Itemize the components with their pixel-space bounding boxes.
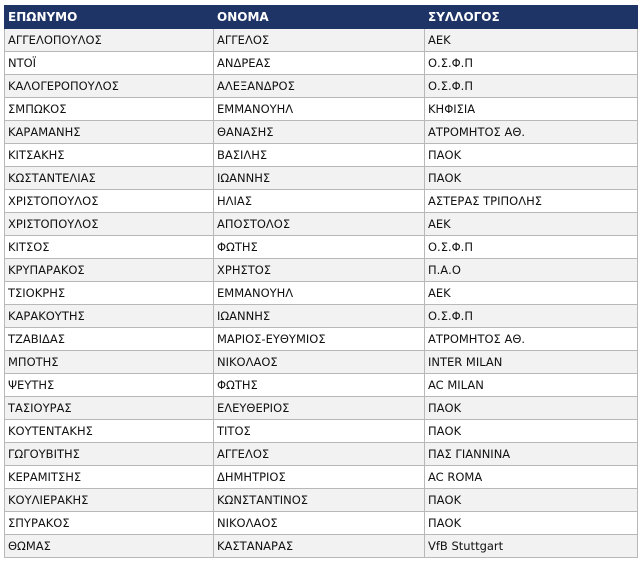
club-cell: AC ROMA xyxy=(425,466,638,489)
table-row xyxy=(5,351,638,374)
first-name-cell: ΝΙΚΟΛΑΟΣ xyxy=(214,512,425,535)
surname-cell: ΓΩΓΟΥΒΙΤΗΣ xyxy=(5,443,214,466)
surname-cell: ΨΕΥΤΗΣ xyxy=(5,374,214,397)
club-cell: INTER MILAN xyxy=(425,351,638,374)
table-row xyxy=(5,466,638,489)
club-cell: Ο.Σ.Φ.Π xyxy=(425,236,638,259)
table-row xyxy=(5,489,638,512)
surname-cell: ΤΣΙΟΚΡΗΣ xyxy=(5,282,214,305)
surname-cell: ΜΠΟΤΗΣ xyxy=(5,351,214,374)
table-row xyxy=(5,374,638,397)
surname-cell: ΚΙΤΣΑΚΗΣ xyxy=(5,144,214,167)
club-cell: VfB Stuttgart xyxy=(425,535,638,558)
club-cell: ΠΑΟΚ xyxy=(425,144,638,167)
first-name-cell: ΧΡΗΣΤΟΣ xyxy=(214,259,425,282)
table-row xyxy=(5,121,638,144)
surname-cell: ΚΑΡΑΚΟΥΤΗΣ xyxy=(5,305,214,328)
surname-cell: ΚΙΤΣΟΣ xyxy=(5,236,214,259)
column-header-club: ΣΥΛΛΟΓΟΣ xyxy=(425,6,638,29)
table-header xyxy=(5,6,638,29)
table-row xyxy=(5,144,638,167)
surname-cell: ΧΡΙΣΤΟΠΟΥΛΟΣ xyxy=(5,213,214,236)
first-name-cell: ΕΛΕΥΘΕΡΙΟΣ xyxy=(214,397,425,420)
table-row xyxy=(5,259,638,282)
first-name-cell: ΚΑΣΤΑΝΑΡΑΣ xyxy=(214,535,425,558)
first-name-cell: ΙΩΑΝΝΗΣ xyxy=(214,305,425,328)
first-name-cell: ΤΙΤΟΣ xyxy=(214,420,425,443)
surname-cell: ΚΟΥΛΙΕΡΑΚΗΣ xyxy=(5,489,214,512)
first-name-cell: ΜΑΡΙΟΣ-ΕΥΘΥΜΙΟΣ xyxy=(214,328,425,351)
surname-cell: ΚΑΡΑΜΑΝΗΣ xyxy=(5,121,214,144)
table-row xyxy=(5,443,638,466)
club-cell: ΑΤΡΟΜΗΤΟΣ ΑΘ. xyxy=(425,121,638,144)
surname-cell: ΑΓΓΕΛΟΠΟΥΛΟΣ xyxy=(5,29,214,52)
table-row xyxy=(5,535,638,558)
surname-cell: ΣΠΥΡΑΚΟΣ xyxy=(5,512,214,535)
first-name-cell: ΑΓΓΕΛΟΣ xyxy=(214,29,425,52)
table-row xyxy=(5,397,638,420)
club-cell: ΠΑΟΚ xyxy=(425,167,638,190)
header-row xyxy=(5,6,638,29)
table-row xyxy=(5,75,638,98)
club-cell: ΠΑΟΚ xyxy=(425,397,638,420)
column-header-first-name: ΟΝΟΜΑ xyxy=(214,6,425,29)
surname-cell: ΘΩΜΑΣ xyxy=(5,535,214,558)
first-name-cell: ΕΜΜΑΝΟΥΗΛ xyxy=(214,282,425,305)
club-cell: ΑΕΚ xyxy=(425,282,638,305)
surname-cell: ΚΡΥΠΑΡΑΚΟΣ xyxy=(5,259,214,282)
club-cell: Π.Α.Ο xyxy=(425,259,638,282)
column-header-surname: ΕΠΩΝΥΜΟ xyxy=(5,6,214,29)
first-name-cell: ΕΜΜΑΝΟΥΗΛ xyxy=(214,98,425,121)
surname-cell: ΤΑΣΙΟΥΡΑΣ xyxy=(5,397,214,420)
club-cell: AC MILAN xyxy=(425,374,638,397)
club-cell: ΑΕΚ xyxy=(425,29,638,52)
club-cell: ΠΑΟΚ xyxy=(425,489,638,512)
club-cell: ΠΑΟΚ xyxy=(425,512,638,535)
surname-cell: ΤΖΑΒΙΔΑΣ xyxy=(5,328,214,351)
first-name-cell: ΔΗΜΗΤΡΙΟΣ xyxy=(214,466,425,489)
table-row xyxy=(5,305,638,328)
surname-cell: ΚΟΥΤΕΝΤΑΚΗΣ xyxy=(5,420,214,443)
first-name-cell: ΙΩΑΝΝΗΣ xyxy=(214,167,425,190)
table-row xyxy=(5,512,638,535)
surname-cell: ΧΡΙΣΤΟΠΟΥΛΟΣ xyxy=(5,190,214,213)
club-cell: Ο.Σ.Φ.Π xyxy=(425,305,638,328)
players-table xyxy=(4,5,638,558)
surname-cell: ΚΩΣΤΑΝΤΕΛΙΑΣ xyxy=(5,167,214,190)
table-row xyxy=(5,98,638,121)
table-row xyxy=(5,167,638,190)
club-cell: Ο.Σ.Φ.Π xyxy=(425,52,638,75)
club-cell: ΑΤΡΟΜΗΤΟΣ ΑΘ. xyxy=(425,328,638,351)
club-cell: ΑΣΤΕΡΑΣ ΤΡΙΠΟΛΗΣ xyxy=(425,190,638,213)
first-name-cell: ΝΙΚΟΛΑΟΣ xyxy=(214,351,425,374)
first-name-cell: ΑΠΟΣΤΟΛΟΣ xyxy=(214,213,425,236)
table-body xyxy=(5,29,638,558)
table-row xyxy=(5,52,638,75)
table-row xyxy=(5,236,638,259)
surname-cell: ΝΤΟΪ xyxy=(5,52,214,75)
club-cell: ΑΕΚ xyxy=(425,213,638,236)
first-name-cell: ΑΓΓΕΛΟΣ xyxy=(214,443,425,466)
first-name-cell: ΘΑΝΑΣΗΣ xyxy=(214,121,425,144)
table-row xyxy=(5,190,638,213)
first-name-cell: ΑΝΔΡΕΑΣ xyxy=(214,52,425,75)
club-cell: ΚΗΦΙΣΙΑ xyxy=(425,98,638,121)
table-row xyxy=(5,282,638,305)
club-cell: ΠΑΟΚ xyxy=(425,420,638,443)
first-name-cell: ΗΛΙΑΣ xyxy=(214,190,425,213)
surname-cell: ΚΑΛΟΓΕΡΟΠΟΥΛΟΣ xyxy=(5,75,214,98)
table-row xyxy=(5,29,638,52)
first-name-cell: ΦΩΤΗΣ xyxy=(214,374,425,397)
first-name-cell: ΦΩΤΗΣ xyxy=(214,236,425,259)
club-cell: ΠΑΣ ΓΙΑΝΝΙΝΑ xyxy=(425,443,638,466)
surname-cell: ΚΕΡΑΜΙΤΣΗΣ xyxy=(5,466,214,489)
table-row xyxy=(5,328,638,351)
first-name-cell: ΚΩΝΣΤΑΝΤΙΝΟΣ xyxy=(214,489,425,512)
first-name-cell: ΒΑΣΙΛΗΣ xyxy=(214,144,425,167)
surname-cell: ΣΜΠΩΚΟΣ xyxy=(5,98,214,121)
table-row xyxy=(5,420,638,443)
table-row xyxy=(5,213,638,236)
first-name-cell: ΑΛΕΞΑΝΔΡΟΣ xyxy=(214,75,425,98)
club-cell: Ο.Σ.Φ.Π xyxy=(425,75,638,98)
